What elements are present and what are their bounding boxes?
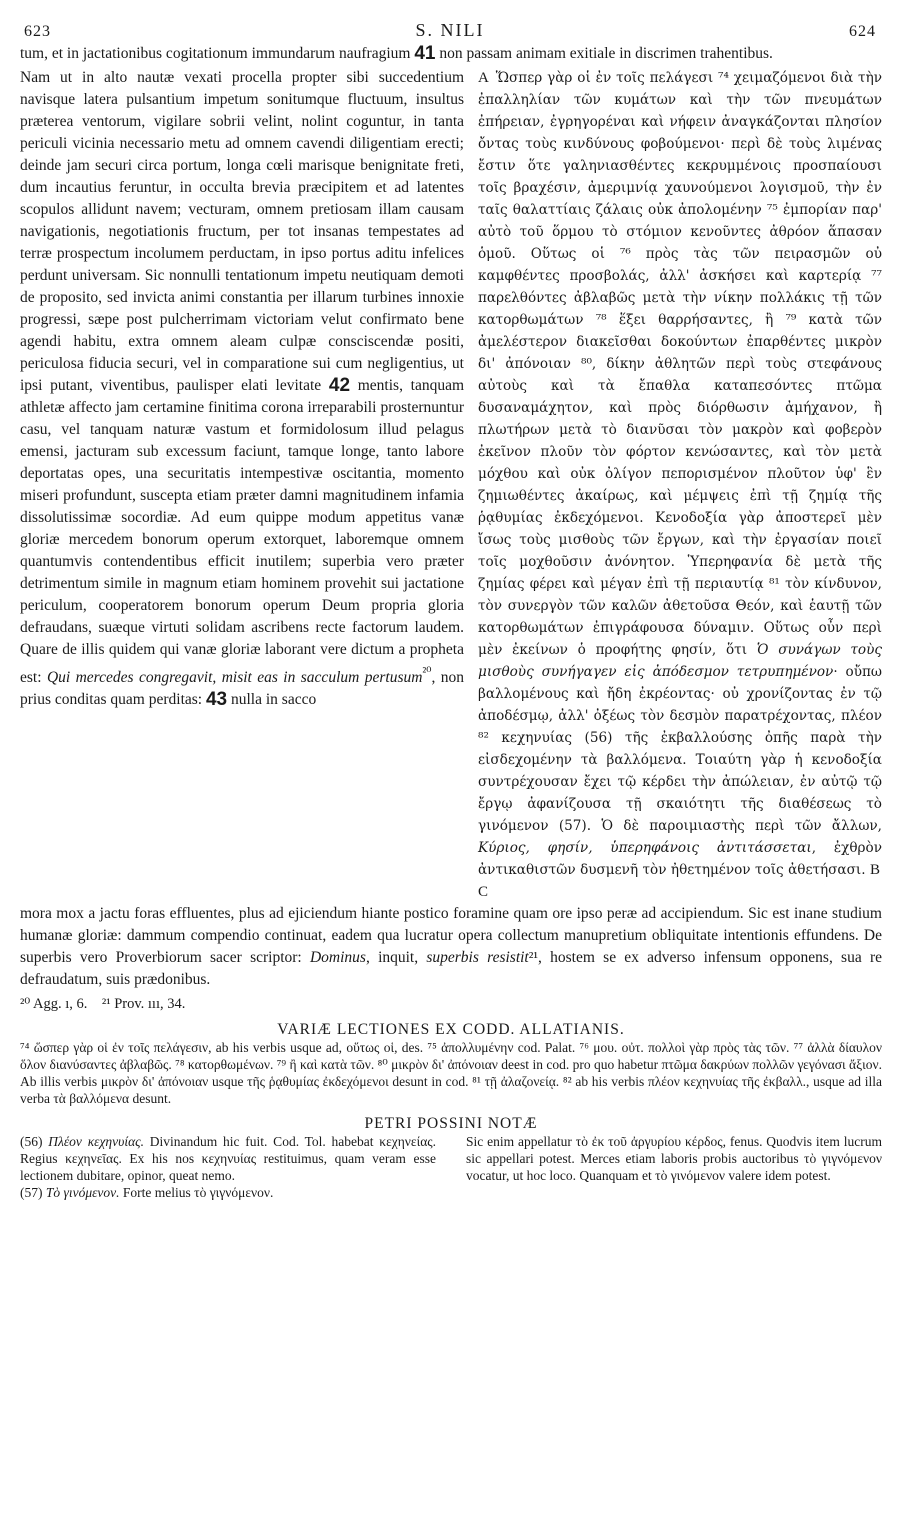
greek-text-a: Ὥσπερ γὰρ οἱ ἐν τοῖς πελάγεσι ⁷⁴ χειμαζόμενοι διὰ τὴν ἐπαλληλίαν τῶν κυμάτων καὶ τὴν τῶν πνευμάτων ἐπήρειαν, ἐγρηγορέναι καὶ νήφειν ἀναγκάζονται πλησίον ὄντας τοὺς κινδύνους φοβούμενοι· περὶ δὲ τοὺς λιμένας ἔστιν ὅτε γαληνιασθέντες κεκρυμμένοις προσπαίουσι τοῖς βραχέσιν, ἀμεριμνίᾳ χαυνούμενοι λογισμοῦ, τὴν ἐν ταῖς θαλαττίαις ζάλαις οὐκ ἀπολομένην ⁷⁵ ἐμπορίαν παρ' αὐτὸ τοῦ ὅρμου τὸ στόμιον κενοῦντες ἀθρόον ἅπασαν ὁμοῦ. Οὕτως οἱ ⁷⁶ πρὸς τὰς τῶν πειρασμῶν οὐ καμφθέντες προσβολάς, ἀλλ' ἀσκήσει καὶ καρτερίᾳ ⁷⁷ παρελθόντες ἀβλαβῶς μετὰ τὴν νίκην πολλάκις τῇ τῶν κατορθωμάτων ⁷⁸ ἕξει θαρρήσαντες, ἢ ⁷⁹ κατὰ τῶν ἀμελέστερον διακεῖσθαι δοκούντων ἐπαρθέντες μικρὸν δι' ἀπόνοιαν ⁸⁰, δίκην ἀθλητῶν περὶ τοὺς στεφάνους αὐτοὺς καὶ τὰ ἔπαθλα καταπεσόντες πτῶμα δυσαναμάχητον, καὶ πρὸς διόρθωσιν ἀμήχανον, ἢ πλωτήρων μετὰ τὸ διανῦσαι τὸν μακρὸν καὶ φοβερὸν ἐκεῖνον πλοῦν τὸν φόρτον κενώσαντες, καὶ τὸν μετὰ μόχθου καὶ οὐκ ὀλίγον πεπορισμένον πλοῦτον ὑφ' ἓν ζημιωθέντες ἀκαίρως, καὶ μέμψεις ἐπὶ τῇ ζημίᾳ τῆς ῥᾳθυμίας ἐκδεχόμενοι. Κενοδοξία γὰρ ἀποστερεῖ μὲν ἴσως τοὺς μισθοὺς τῶν ἔργων, καὶ τὴν ἐργασίαν ποιεῖ τοῖς μοχθοῦσιν ἀνόνητον. Ὑπερηφανία δὲ μετὰ τῆς ζημίας φέρει καὶ μέγαν ἐπὶ τῇ περιαυτίᾳ ⁸¹ τὸν κίνδυνον, τὸν συνεργὸν τῶν καλῶν ἀθετοῦσα Θεόν, καὶ ἑαυτῇ τῶν κατορθωμάτων ἐπιγράφουσα δύναμιν. Οὕτως οὖν περὶ μὲν ἐκείνων ὁ προφήτης φησίν, ὅτι [478,70,882,658]
latin-column [20,67,464,903]
intro-text-a: tum, et in jactationibus cogitationum immundarum naufragium [20,45,411,62]
variae-title: VARIÆ LECTIONES EX CODD. ALLATIANIS. [277,1021,625,1038]
page-header [24,20,876,41]
footnote-b: ²¹ Prov. ııı, 34. [101,996,186,1012]
margin-marker-b: B [870,862,881,878]
latin-text-a: Nam ut in alto nautæ vexati procella propter sibi succedentium navisque latera pulsantium impetum sonitumque fluctuum, insultus præterea ventorum, vigilare sobrii velint, nolint coguntur, in tanta periculi vicinia necessario metu ad omnem cavendi diligentiam erecti; deinde jam securi circa portum, longa cœli marisque benignitate freti, dum incautius feruntur, in occulta brevia præcipitem et ad latentes scopulos allidunt navem; vecturam, omnem pretiosam illam causam navigationis, negotiationis fructum, per tot insanas tempestates ad terræ prospectum incolumem perductam, in ipso portus aditu infelices perdunt universam. Sic nonnulli tentationum impetu neutiquam demoti de proposito, sed invicta animi constantia per illarum turbines innoxie progressi, sæpe post pulcherrimam victoriam velut confirmato bene agendi habitu, extra omnem aleam culpæ consciscendæ positi, periculosa fiducia securi, vel in comparatione sui cum negligentius, ut ipsi putant, viventibus, paulisper elati levitate [20,69,464,394]
footnote-ref: ²⁰ [422,664,432,679]
latin-text-b: mentis, tanquam athletæ affecto jam certamine finitima corona irreparabili prosternuntur casu, vel tanquam naturæ vastum et formidolosum illud pelagus emensi, jacturam sub excessum faciunt, tamque longe, tanto labore deportatas opes, una securitatis intempestivæ oscitantia, momento miseri profundunt, suscepta etiam præter damni magnitudinem infamia dissolutissimæ socordiæ. Ad eum quippe modum appetitus vanæ gloriæ mercedem bonorum operum extorquet, laboremque omnem quantumvis contendentibus efficit inutilem; superbia vero præter detrimentum simile in magnum etiam hominem provehit sui jactatione periculum, cooperatorem bonorum operum Deum propria gloria defraudans, suæque virtuti solidam ascribens recte factorum laudem. Quare de illis quidem qui vanæ gloriæ laborant vere dictum a propheta est: [20,377,465,687]
main-text [20,43,882,1015]
margin-marker-c: C [478,884,489,900]
outro-quote-2: superbis resistit [426,949,529,966]
outro-text-a: mora mox a jactu foras effluentes, plus ad ejiciendum hiante postico foramine quam ore ipso peræ ad accipiendum. Sic est inane studium humanæ gloriæ: dammum compendio continuat, eadem qua lucratur opera collectum manupretium obliquitate intentionis effundens. De superbis vero Proverbiorum sacer scriptor: [20,905,882,966]
outro-text-b: , inquit, [365,949,419,966]
latin-text-d: nulla in sacco [230,691,317,709]
greek-text-b: · οὔπω βαλλομένους καὶ ἤδη ἐκρέοντας· οὐ χρονίζοντας ἐν τῷ ἀποδέσμῳ, ἀλλ' ὀξέως τὸν δεσμὸν παρατρέχοντας, πλέον ⁸² κεχηνυίας (56) τῆς ἐκβαλλούσης ὀπῆς παρὰ τὴν εἰσδεχομένην τὰ βαλλόμενα. Τοιαύτη γὰρ ἡ κενοδοξία συντρέχουσαν ἔχει τῷ κέρδει τὴν ἀπώλειαν, ἐν αὐτῷ τῷ ἔργῳ ἀφανίζουσα τῇ σκαιότητι τῆς διαθέσεως τὸ γινόμενον (57). Ὁ δὲ παροιμιαστὴς περὶ τῶν ἄλλων, [478,664,882,834]
note-term: Πλέον κεχηνυίας. [48,1134,145,1149]
outro-quote: Dominus [309,949,366,966]
note-text: Forte melius τὸ γιγνόμενον. [122,1185,274,1200]
note-number: (56) [20,1134,43,1149]
outro-paragraph [20,903,882,991]
greek-quote: Ὁ συνάγων τοὺς μισθοὺς συνήγαγεν εἰς ἀπόδεσμον τετρυπημένον [478,642,882,680]
note-text: Sic enim appellatur τὸ ἐκ τοῦ ἀργυρίου κέρδος, fenus. Quodvis item lucrum sic appellari potest. Merces etiam laboris probis auctoribus τὸ γιγνόμενον vocatur, ut hoc loco. Quanquam et τὸ γινόμενον valere idem potest. [466,1134,882,1183]
section-number: 42 [328,375,351,396]
greek-column [478,67,882,903]
notes [20,1133,882,1201]
parallel-columns [20,67,882,903]
running-title: S. NILI [415,20,485,40]
intro-text-b: non passam animam exitiale in discrimen trahentibus. [439,45,773,62]
outro-text-c: ²¹, hostem se ex adverso infensum opponens, sua re defraudatum, suis prædonibus. [20,949,882,988]
notes-right-column [466,1133,882,1201]
notes-left-column [20,1133,436,1201]
notes-title: PETRI POSSINI NOTÆ [364,1115,538,1132]
page-number-left: 623 [24,23,51,40]
section-number: 43 [205,689,228,711]
note-term: Τὸ γινόμενον. [45,1185,120,1200]
variae-body: ⁷⁴ ὥσπερ γὰρ οἱ ἐν τοῖς πελάγεσιν, ab his verbis usque ad, οὕτως οἱ, des. ⁷⁵ ἀπολλυμένην cod. Palat. ⁷⁶ μου. οὐτ. πολλοὶ γὰρ πρὸς τὰς τῶν. ⁷⁷ ἀλλὰ δίαυλον ὅλον διανύσαντες ἀβλαβῶς. ⁷⁸ κατορθωμένων. ⁷⁹ ἢ καὶ κατὰ τῶν. ⁸⁰ μικρὸν δι' ἀπόνοιαν deest in cod. pro quo habetur πτῶμα δακρύων πολλῶν γεγόνασι ἄξιον. Ab illis verbis μικρὸν δι' ἀπόνοιαν usque τῆς ῥᾳθυμίας ἐκδεχόμενοι desunt in cod. ⁸¹ τῇ ἀλαζονείᾳ. ⁸² ab his verbis πλέον κεχηνυίας τῆς ἐκβαλλ., usque ad illa verba τὰ βαλλόμενα desunt. [20,1040,882,1106]
note-56 [20,1133,436,1184]
footnote-a: ²⁰ Agg. ı, 6. [20,996,88,1012]
greek-text-c: , ἐχθρὸν ἀντικαθιστῶν δυσμενῆ τὸν ἠθετημένον τοῖς ἀθετήσασι. [478,840,882,878]
note-57 [20,1184,436,1201]
section-number: 41 [414,43,436,64]
margin-marker-a: A [478,70,489,86]
footnotes [20,993,882,1015]
intro-paragraph [20,43,882,65]
note-number: (57) [20,1185,43,1200]
greek-quote-2: Κύριος, φησίν, ὑπερηφάνοις ἀντιτάσσεται [478,840,812,856]
latin-text-c: , non prius conditas quam perditas: [20,669,464,709]
note-text: Divinandum hic fuit. Cod. Tol. habebat κεχηνείας. Regius κεχηνεῖας. Ex his nos κεχηνυίας restituimus, quam veram esse lectionem dubitare, opinor, queat nemo. [20,1134,436,1183]
latin-quote: Qui mercedes congregavit, misit eas in sacculum pertusum [46,669,423,687]
page-number-right: 624 [849,23,876,40]
